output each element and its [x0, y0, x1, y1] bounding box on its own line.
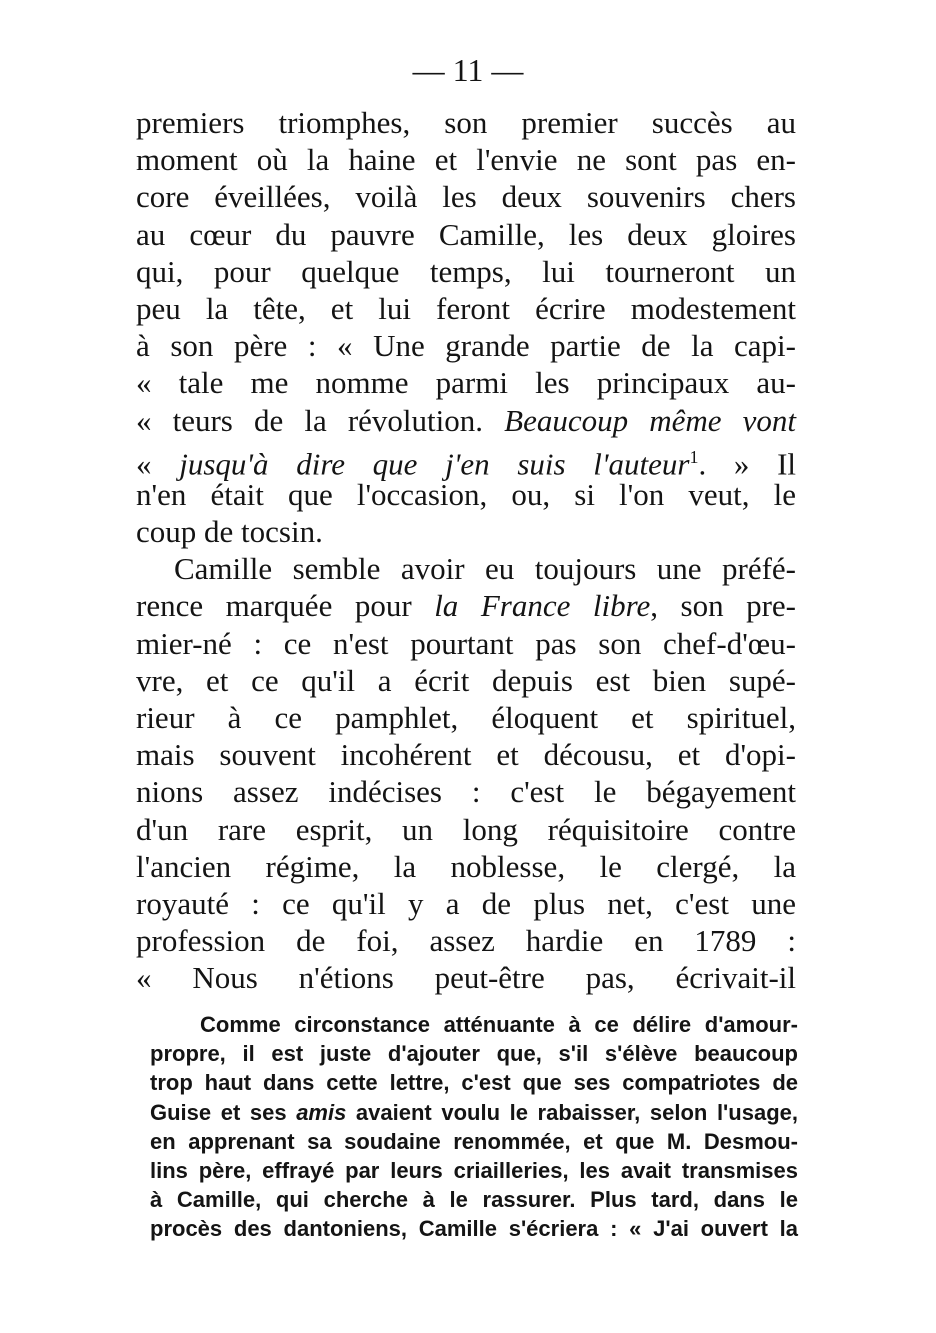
- footnote: [150, 1010, 798, 1244]
- footnote-line: [150, 1098, 798, 1127]
- text-line: rieur à ce pamphlet, éloquent et spirituel,: [136, 700, 796, 735]
- text-run: . » Il: [698, 446, 797, 482]
- text-line: mier-né : ce n'est pourtant pas son chef-d'œu-: [136, 625, 796, 661]
- italic-run: jusqu'à dire que j'en suis l'auteur: [179, 446, 690, 482]
- footnote-line: propre, il est juste d'ajouter que, s'il s'élève beaucoup: [150, 1041, 798, 1067]
- text-line: « tale me nomme parmi les principaux au-: [136, 365, 796, 401]
- text-line: profession de foi, assez hardie en 1789 :: [136, 923, 796, 959]
- text-line: nions assez indécises : c'est le bégayement: [136, 774, 796, 810]
- italic-run: Beaucoup même vont: [504, 402, 797, 438]
- text-line: mais souvent incohérent et décousu, et d'opi-: [136, 737, 796, 773]
- footnote-marker: 1: [689, 446, 699, 467]
- footnote-line: trop haut dans cette lettre, c'est que ses compatriotes de: [150, 1070, 798, 1096]
- text-line: peu la tête, et lui feront écrire modestement: [136, 290, 796, 326]
- main-text: [136, 104, 796, 997]
- footnote-line: Comme circonstance atténuante à ce délire d'amour-: [200, 1012, 798, 1037]
- text-line: [136, 402, 796, 439]
- text-line: coup de tocsin.: [136, 514, 323, 550]
- text-line: l'ancien régime, la noblesse, le clergé, la: [136, 848, 796, 884]
- footnote-line: en apprenant sa soudaine renommée, et que M. Desmou-: [150, 1128, 798, 1154]
- page-number: — 11 —: [412, 52, 524, 88]
- footnote-line: lins père, effrayé par leurs criailleries, les avait transmises: [150, 1157, 798, 1183]
- text-line: [136, 587, 796, 624]
- text-run: «: [136, 446, 180, 482]
- text-line: d'un rare esprit, un long réquisitoire contre: [136, 811, 796, 847]
- italic-run: amis: [296, 1099, 347, 1125]
- text-line: à son père : « Une grande partie de la capi-: [136, 328, 796, 364]
- text-line: « Nous n'étions peut-être pas, écrivait-il: [136, 960, 796, 996]
- italic-run: la France libre: [434, 588, 651, 624]
- text-run: avaient voulu le rabaisser, selon l'usage,: [346, 1099, 798, 1125]
- footnote-line: procès des dantoniens, Camille s'écriera : « J'ai ouvert la: [150, 1216, 798, 1242]
- footnote-line: à Camille, qui cherche à le rassurer. Plus tard, dans le: [150, 1187, 798, 1213]
- text-line: vre, et ce qu'il a écrit depuis est bien supé-: [136, 662, 796, 698]
- text-run: , son pre-: [650, 588, 796, 624]
- text-line: royauté : ce qu'il y a de plus net, c'est une: [136, 885, 796, 921]
- text-run: Guise et ses: [150, 1099, 297, 1125]
- text-line: Camille semble avoir eu toujours une préfé-: [174, 551, 796, 587]
- text-run: « teurs de la révolution.: [136, 402, 505, 438]
- text-line: n'en était que l'occasion, ou, si l'on veut, le: [136, 476, 796, 512]
- text-line: qui, pour quelque temps, lui tourneront un: [136, 253, 796, 289]
- text-line: moment où la haine et l'envie ne sont pas en-: [136, 142, 796, 178]
- text-line: au cœur du pauvre Camille, les deux gloires: [136, 216, 796, 252]
- text-line: premiers triomphes, son premier succès au: [136, 105, 796, 140]
- text-line: [136, 439, 797, 482]
- text-run: rence marquée pour: [136, 588, 435, 624]
- text-line: core éveillées, voilà les deux souvenirs chers: [136, 179, 796, 215]
